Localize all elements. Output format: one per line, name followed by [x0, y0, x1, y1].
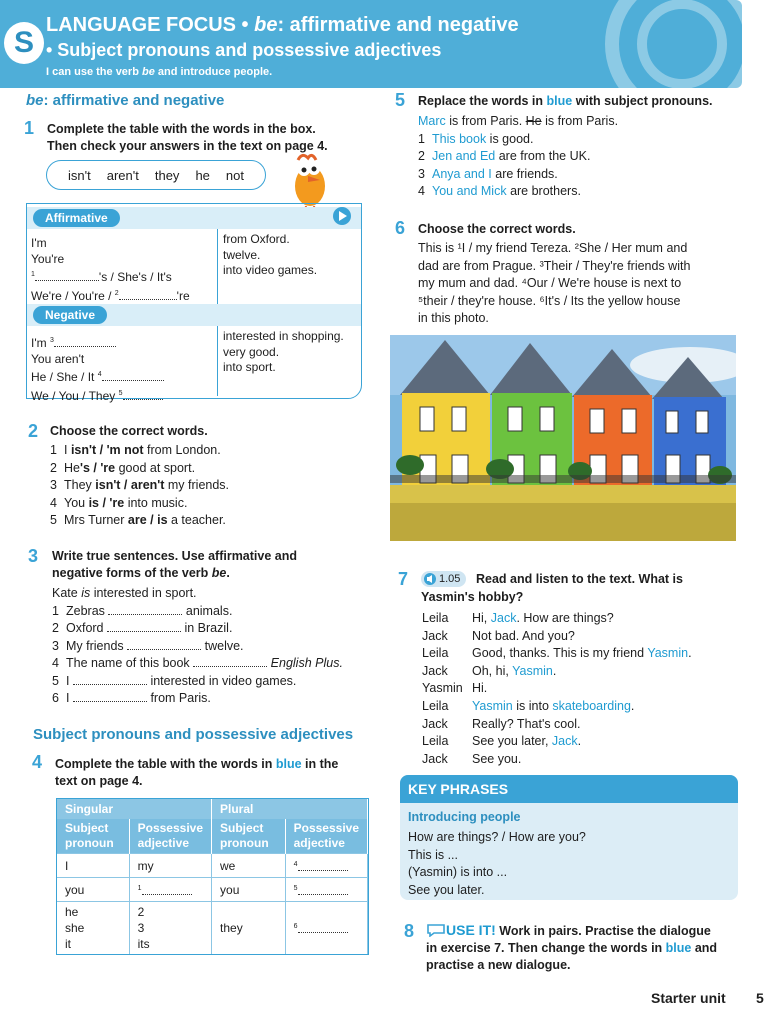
dialogue-line: Leila Hi, Jack. How are things?: [422, 611, 614, 625]
affirmative-label: Affirmative: [33, 209, 120, 227]
exercise-7-instruction-line2: Yasmin's hobby?: [421, 590, 524, 604]
exercise-8-instruction: USE IT! Work in pairs. Practise the dialogue in exercise 7. Then change the words in blue and practise a new dialogue.: [426, 922, 718, 972]
exercise-number: 5: [395, 90, 406, 110]
header-swirl-decoration: [482, 0, 742, 88]
table-row: I my we $^4$: [57, 854, 368, 878]
exercise-number: 6: [395, 218, 406, 238]
word-box: [46, 160, 266, 190]
exercise-number: 7: [398, 569, 409, 589]
list-item: 4 You is / 're into music.: [50, 495, 188, 510]
speaker-icon: [424, 573, 436, 585]
exercise-number: 8: [404, 921, 415, 941]
table-row: you $^1$ you $^5$: [57, 878, 368, 902]
exercise-number: 4: [32, 752, 43, 772]
list-item: How are things? / How are you?: [408, 830, 586, 844]
section-title-pronouns: Subject pronouns and possessive adjectives: [33, 726, 354, 743]
exercise-number: 3: [28, 546, 39, 566]
word-box-item: aren't: [106, 167, 139, 183]
column-header: Subject pronoun: [57, 819, 129, 854]
list-item: 1 Zebras animals.: [52, 603, 233, 618]
header-objective: I can use the verb be and introduce people.: [46, 66, 273, 78]
list-item: 5 I interested in video games.: [52, 673, 297, 688]
header-subtitle: • Subject pronouns and possessive adjectives: [46, 40, 442, 60]
affirmative-right-cells: from Oxford. twelve. into video games.: [223, 232, 318, 277]
audio-play-icon[interactable]: [327, 205, 357, 227]
dialogue-line: Jack See you.: [422, 751, 522, 766]
word-box-item: not: [225, 167, 244, 183]
list-item: 3 Anya and I are friends.: [418, 166, 558, 181]
footer-unit-label: Starter unit: [651, 990, 726, 1006]
exercise-number: 1: [24, 118, 35, 138]
word-box-item: they: [154, 167, 180, 183]
negative-left-cells: I'm $^3$ You aren't He / She / It $^4$ We / You / They $^5$: [31, 333, 164, 404]
singular-header: Singular: [57, 799, 212, 819]
list-item: 2 He's / 're good at sport.: [50, 460, 196, 475]
exercise-5-items: [418, 113, 618, 201]
list-item: 5 Mrs Turner are / is a teacher.: [50, 513, 226, 527]
list-item: 1 I isn't / 'm not from London.: [50, 443, 221, 457]
exercise-2-items: [50, 442, 229, 530]
plural-header: Plural: [212, 799, 368, 819]
table-row: he she it 2 3 its they $^6$: [57, 902, 368, 955]
list-item: 4 The name of this book English Plus.: [52, 656, 343, 670]
section-badge: S: [4, 22, 44, 64]
speech-bubble-icon: [426, 923, 446, 937]
affirmative-left-cells: I'm You're $^1$ 's / She's / It's We're / You're / $^2$ 're: [31, 236, 190, 303]
exercise-2-instruction: Choose the correct words.: [50, 424, 208, 438]
word-box-item: he: [195, 167, 210, 183]
dialogue-line: Jack Really? That's cool.: [422, 716, 581, 731]
list-item: (Yasmin) is into ...: [408, 865, 508, 879]
table-header-negative: [27, 304, 361, 326]
negative-right-cells: interested in shopping. very good. into sport.: [223, 329, 344, 374]
list-item: 6 I from Paris.: [52, 691, 211, 705]
exercise-4-instruction: Complete the table with the words in blue in the text on page 4.: [55, 757, 339, 788]
exercise-6-text: This is ¹I / my friend Tereza. ²She / Her mum and dad are from Prague. ³Their / They're friends with my mum and dad. ⁴Our / We're house is next to ⁵their / they're house. ⁶It's / Its the yellow house in this photo.: [418, 241, 691, 325]
example-sentence: Kate is interested in sport.: [52, 586, 197, 600]
list-item: This is ...: [408, 847, 459, 862]
exercise-1-instruction: Complete the table with the words in the box. Then check your answers in the text on page 4.: [47, 122, 328, 153]
column-header: Subject pronoun: [212, 819, 286, 854]
exercise-3-instruction: Write true sentences. Use affirmative and negative forms of the verb be.: [52, 549, 297, 580]
exercise-6-instruction: Choose the correct words.: [418, 222, 576, 236]
colourful-houses-photo: [390, 335, 736, 541]
column-header: Possessive adjective: [285, 819, 367, 854]
list-item: 3 They isn't / aren't my friends.: [50, 478, 230, 492]
be-affirmative-negative-table: [26, 203, 362, 403]
list-item: 1 This book is good.: [418, 131, 534, 146]
column-header: Possessive adjective: [129, 819, 211, 854]
key-phrases-subtitle: Introducing people: [408, 810, 521, 824]
table-header-affirmative: [27, 207, 361, 229]
pronoun-table: [56, 798, 369, 955]
dialogue-line: Jack Not bad. And you?: [422, 628, 575, 643]
exercise-3-items: [52, 585, 343, 708]
key-phrases-list: [408, 829, 586, 899]
audio-track-button[interactable]: [421, 571, 466, 587]
page-number: 5: [756, 990, 764, 1006]
dialogue-line: Yasmin Hi.: [422, 681, 488, 696]
example-sentence: Marc is from Paris. He is from Paris.: [418, 114, 619, 128]
list-item: See you later.: [408, 882, 485, 897]
word-box-item: isn't: [68, 167, 91, 183]
dialogue-line: Leila See you later, Jack.: [422, 734, 582, 749]
key-phrases-title: KEY PHRASES: [400, 775, 738, 803]
dialogue: [422, 610, 692, 768]
negative-label: Negative: [33, 306, 107, 324]
audio-track-number: 1.05: [439, 573, 461, 585]
exercise-7-instruction-line1: Read and listen to the text. What is: [476, 572, 683, 586]
exercise-5-instruction: Replace the words in blue with subject pronouns.: [418, 94, 713, 108]
list-item: 2 Oxford in Brazil.: [52, 621, 233, 635]
dialogue-line: Leila Good, thanks. This is my friend Yasmin.: [422, 646, 692, 661]
exercise-number: 2: [28, 421, 39, 441]
section-title-be: be: affirmative and negative: [26, 92, 225, 109]
dialogue-line: Jack Oh, hi, Yasmin.: [422, 663, 557, 678]
dialogue-line: Leila Yasmin is into skateboarding.: [422, 698, 635, 713]
list-item: 2 Jen and Ed are from the UK.: [418, 149, 591, 163]
list-item: 4 You and Mick are brothers.: [418, 184, 581, 198]
header-title: LANGUAGE FOCUS • be: affirmative and negative: [46, 14, 519, 36]
list-item: 3 My friends twelve.: [52, 638, 244, 653]
